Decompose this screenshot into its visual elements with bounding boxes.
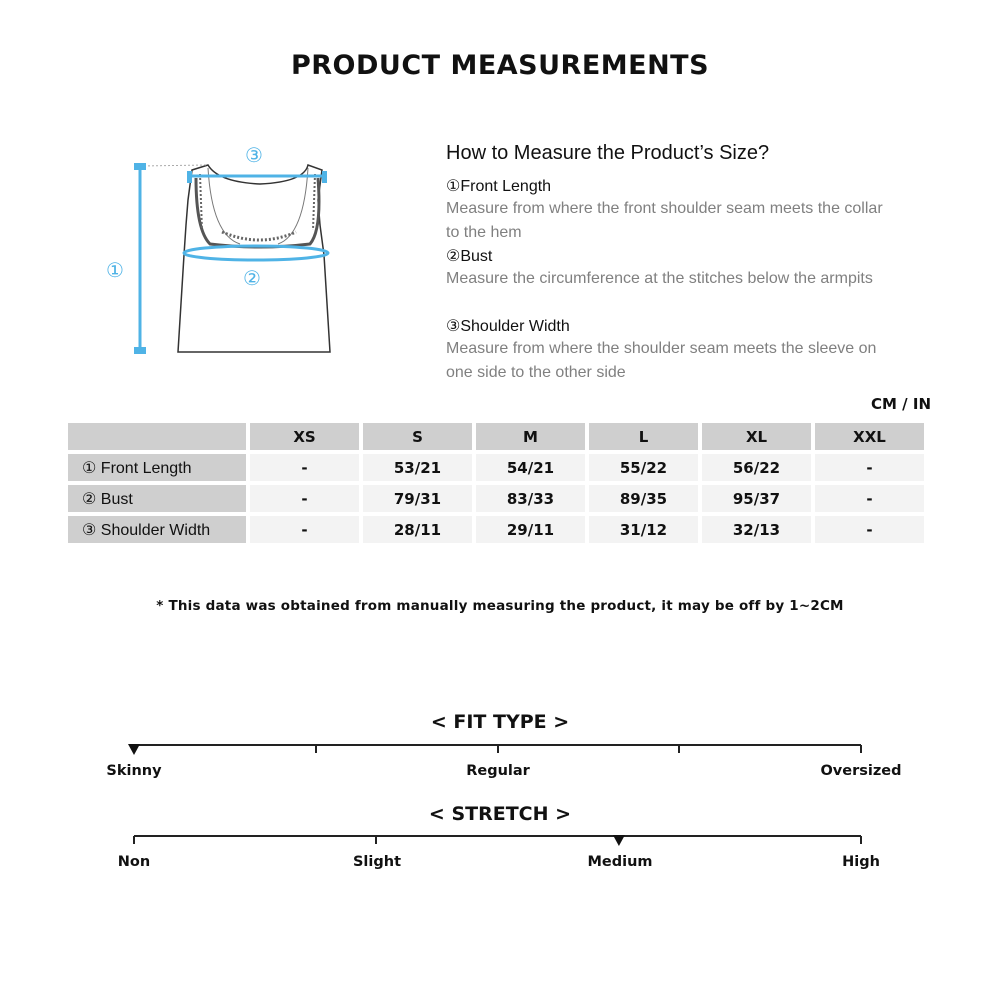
table-cell: 83/33 — [476, 485, 585, 512]
table-cell: 89/35 — [589, 485, 698, 512]
how-to-measure-heading: How to Measure the Product’s Size? — [446, 142, 770, 164]
table-cell: 53/21 — [363, 454, 472, 481]
size-header-s: S — [363, 423, 472, 450]
table-cell: 55/22 — [589, 454, 698, 481]
table-cell: 95/37 — [702, 485, 811, 512]
row-label-shoulder-width: ③ Shoulder Width — [68, 516, 246, 543]
size-chart-table — [64, 419, 928, 547]
step-front-length-description: Measure from where the front shoulder seam meets the collar to the hem — [446, 200, 883, 241]
table-cell: 29/11 — [476, 516, 585, 543]
stretch-label-slight: Slight — [352, 854, 402, 870]
size-header-xxl: XXL — [815, 423, 924, 450]
stretch-label-medium: Medium — [587, 854, 653, 870]
stretch-label-non: Non — [117, 854, 151, 870]
table-cell: 56/22 — [702, 454, 811, 481]
row-label-bust: ② Bust — [68, 485, 246, 512]
page-title: PRODUCT MEASUREMENTS — [290, 50, 710, 81]
table-corner-cell — [68, 423, 246, 450]
fit-type-title: < FIT TYPE > — [430, 711, 570, 733]
table-cell: - — [815, 485, 924, 512]
step-shoulder-width-description: Measure from where the shoulder seam meets the sleeve on one side to the other side — [446, 340, 877, 381]
size-header-m: M — [476, 423, 585, 450]
fit-label-regular: Regular — [466, 763, 530, 779]
table-cell: 32/13 — [702, 516, 811, 543]
table-cell: - — [815, 516, 924, 543]
step-shoulder-width-title: ③Shoulder Width — [446, 318, 570, 335]
step-bust-title: ②Bust — [446, 248, 493, 265]
table-row — [68, 454, 924, 481]
step-bust-description: Measure the circumference at the stitches below the armpits — [446, 270, 873, 287]
fit-label-oversized: Oversized — [820, 763, 902, 779]
measurement-note: * This data was obtained from manually measuring the product, it may be off by 1~2CM — [156, 598, 844, 614]
size-header-l: L — [589, 423, 698, 450]
stretch-indicator-icon — [613, 835, 625, 846]
fit-type-scale — [120, 738, 880, 762]
table-cell: - — [250, 485, 359, 512]
unit-label: CM / IN — [871, 395, 931, 413]
table-cell: - — [815, 454, 924, 481]
table-row — [68, 485, 924, 512]
tank-top-illustration — [100, 140, 340, 360]
tank-top-diagram — [100, 140, 340, 360]
stretch-title: < STRETCH > — [428, 803, 572, 825]
front-length-marker: ① — [106, 258, 124, 282]
size-header-xl: XL — [702, 423, 811, 450]
table-header-row — [68, 423, 924, 450]
stretch-label-high: High — [842, 854, 880, 870]
table-cell: - — [250, 454, 359, 481]
table-row — [68, 516, 924, 543]
table-cell: 79/31 — [363, 485, 472, 512]
row-label-front-length: ① Front Length — [68, 454, 246, 481]
size-header-xs: XS — [250, 423, 359, 450]
table-cell: 28/11 — [363, 516, 472, 543]
fit-type-indicator-icon — [128, 744, 140, 755]
bust-marker: ② — [243, 266, 261, 290]
stretch-scale — [120, 829, 880, 853]
step-front-length-title: ①Front Length — [446, 178, 552, 195]
shoulder-width-marker: ③ — [245, 143, 263, 167]
table-cell: 54/21 — [476, 454, 585, 481]
table-cell: 31/12 — [589, 516, 698, 543]
table-cell: - — [250, 516, 359, 543]
fit-label-skinny: Skinny — [106, 763, 162, 779]
